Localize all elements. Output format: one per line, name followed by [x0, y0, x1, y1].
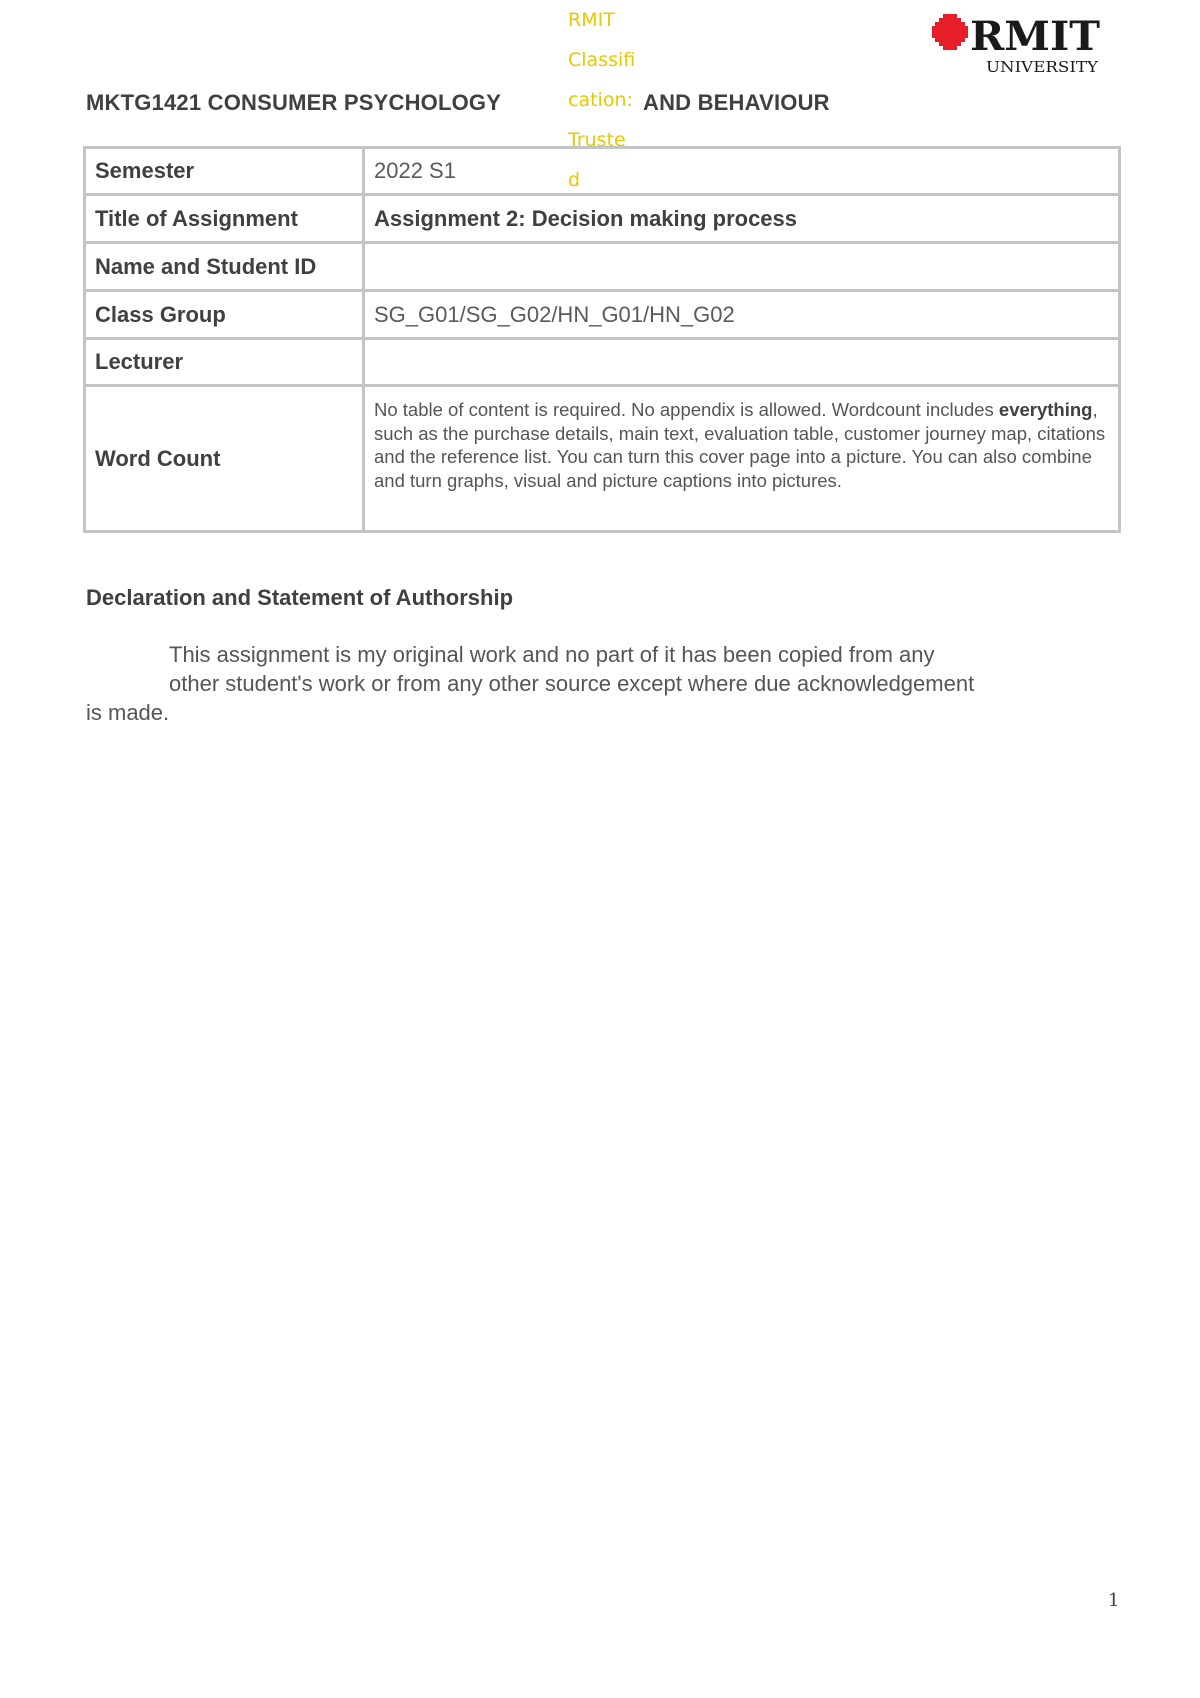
semester-label: Semester [85, 148, 364, 195]
lecturer-label: Lecturer [85, 339, 364, 386]
declaration-heading: Declaration and Statement of Authorship [86, 585, 514, 610]
class-group-label: Class Group [85, 291, 364, 339]
table-row [85, 195, 1120, 243]
student-id-value [364, 243, 1120, 291]
logo-subtitle: UNIVERSITY [986, 60, 1099, 76]
word-count-label: Word Count [85, 386, 364, 532]
rmit-pixel-mark-icon [932, 14, 968, 50]
table-row [85, 148, 1120, 195]
declaration-body [86, 640, 1086, 727]
classification-line: RMIT [568, 9, 615, 31]
declaration-line: This assignment is my original work and no part of it has been copied from any [169, 642, 935, 667]
classification-line: Truste [568, 129, 626, 151]
table-row [85, 243, 1120, 291]
classification-line: d [568, 169, 581, 191]
student-id-label: Name and Student ID [85, 243, 364, 291]
word-count-note-start: No table of content is required. No appendix is allowed. Wordcount includes [374, 399, 994, 420]
cover-details-table [83, 146, 1121, 533]
class-group-value: SG_G01/SG_G02/HN_G01/HN_G02 [364, 291, 1120, 339]
page-number: 1 [1108, 1590, 1120, 1611]
word-count-note [364, 386, 1120, 532]
assignment-title-label: Title of Assignment [85, 195, 364, 243]
word-count-note-end: , such as the purchase details, main text, evaluation table, customer journey map, citations and the reference list. You can turn this cover page into a picture. You can also combine and turn graphs, visual and picture captions into pictures. [374, 399, 1106, 491]
table-row [85, 291, 1120, 339]
word-count-note-emphasis: everything [998, 399, 1093, 420]
declaration-line: is made. [86, 700, 170, 725]
course-title-part2: AND BEHAVIOUR [643, 90, 830, 115]
table-row [85, 386, 1120, 532]
table-row [85, 339, 1120, 386]
classification-line: Classifi [568, 49, 636, 71]
declaration-line: other student's work or from any other source except where due acknowledgement [169, 671, 975, 696]
semester-value: 2022 S1 [364, 148, 1120, 195]
course-title-part1: MKTG1421 CONSUMER PSYCHOLOGY [86, 90, 502, 115]
classification-line: cation: [568, 89, 633, 111]
assignment-title-value: Assignment 2: Decision making process [364, 195, 1120, 243]
logo-wordmark: RMIT [970, 13, 1101, 60]
rmit-logo-graphic [930, 10, 1110, 80]
lecturer-value [364, 339, 1120, 386]
rmit-university-logo [930, 10, 1110, 80]
